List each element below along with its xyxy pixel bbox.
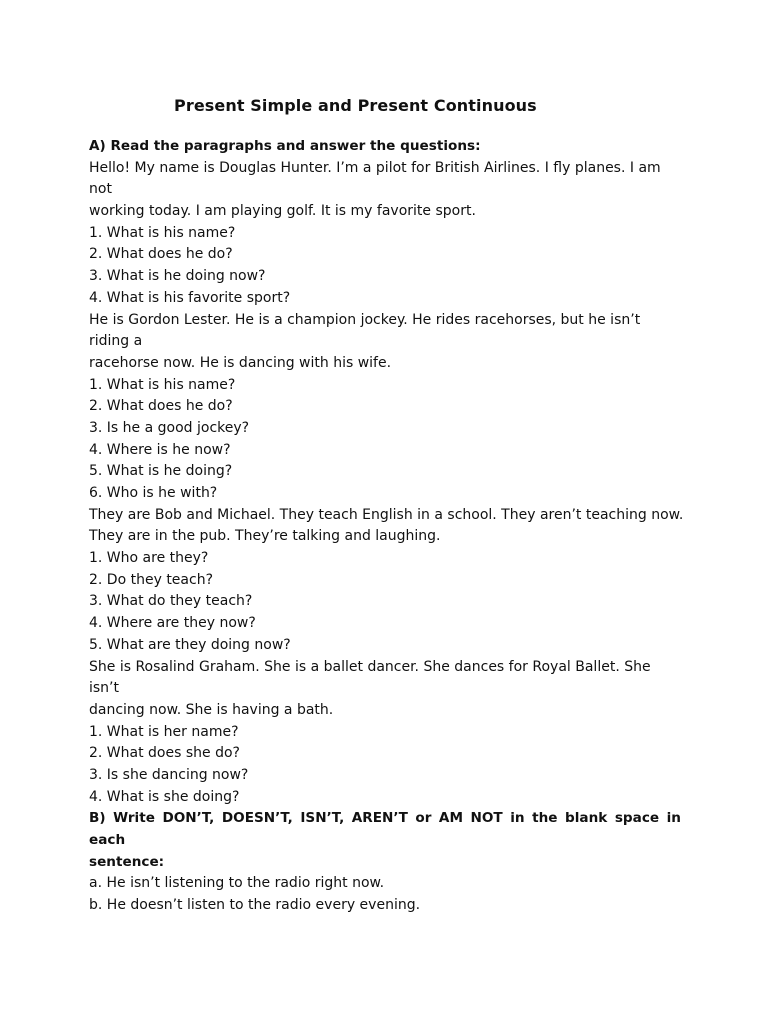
question-rosalind-3: 3. Is she dancing now? bbox=[89, 766, 249, 783]
paragraph-rosalind-line-2: isn’t bbox=[89, 680, 119, 697]
section-b-word: ISN’T, bbox=[300, 810, 345, 827]
question-douglas-2: 2. What does he do? bbox=[89, 246, 233, 263]
question-gordon-1: 1. What is his name? bbox=[89, 376, 236, 393]
section-b-word: Write bbox=[113, 810, 155, 827]
paragraph-gordon-line-2: riding a bbox=[89, 333, 143, 350]
section-b-word: or bbox=[415, 810, 432, 827]
document-body bbox=[89, 136, 684, 917]
paragraph-rosalind-line-3: dancing now. She is having a bath. bbox=[89, 701, 334, 718]
paragraph-bob-michael-line-1: They are Bob and Michael. They teach English in a school. They aren’t teaching now. bbox=[89, 506, 684, 523]
section-b-word: DOESN’T, bbox=[221, 810, 293, 827]
section-b-word: AREN’T bbox=[351, 810, 408, 827]
page-title: Present Simple and Present Continuous bbox=[174, 96, 537, 115]
sentence-a: a. He isn’t listening to the radio right now. bbox=[89, 875, 385, 892]
section-b-heading-line-1 bbox=[89, 808, 681, 830]
question-rosalind-4: 4. What is she doing? bbox=[89, 788, 240, 805]
section-b-word: blank bbox=[565, 810, 608, 827]
question-gordon-5: 5. What is he doing? bbox=[89, 463, 233, 480]
paragraph-douglas-line-2: not bbox=[89, 181, 112, 198]
sentence-b: b. He doesn’t listen to the radio every evening. bbox=[89, 897, 421, 914]
question-bob-michael-5: 5. What are they doing now? bbox=[89, 636, 291, 653]
paragraph-douglas-line-1: Hello! My name is Douglas Hunter. I’m a pilot for British Airlines. I fly planes. I am bbox=[89, 159, 661, 176]
question-bob-michael-2: 2. Do they teach? bbox=[89, 571, 213, 588]
section-b-word: the bbox=[532, 810, 558, 827]
question-gordon-6: 6. Who is he with? bbox=[89, 485, 218, 501]
question-bob-michael-4: 4. Where are they now? bbox=[89, 615, 256, 632]
question-douglas-3: 3. What is he doing now? bbox=[89, 268, 266, 285]
section-b-word: in bbox=[510, 810, 525, 827]
question-rosalind-1: 1. What is her name? bbox=[89, 723, 239, 740]
question-gordon-2: 2. What does he do? bbox=[89, 398, 233, 415]
section-b-word: in bbox=[666, 810, 681, 827]
question-douglas-1: 1. What is his name? bbox=[89, 224, 236, 241]
paragraph-rosalind-line-1: She is Rosalind Graham. She is a ballet dancer. She dances for Royal Ballet. She bbox=[89, 658, 651, 675]
question-gordon-3: 3. Is he a good jockey? bbox=[89, 419, 250, 436]
section-b-word: NOT bbox=[470, 810, 503, 827]
paragraph-gordon-line-1: He is Gordon Lester. He is a champion jockey. He rides racehorses, but he isn’t bbox=[89, 311, 641, 328]
section-b-heading-line-3: sentence: bbox=[89, 853, 165, 870]
section-b-word: B) bbox=[89, 810, 106, 827]
question-bob-michael-3: 3. What do they teach? bbox=[89, 593, 253, 610]
section-b-word: space bbox=[614, 810, 660, 827]
question-rosalind-2: 2. What does she do? bbox=[89, 745, 240, 762]
section-b-word: AM bbox=[438, 810, 463, 827]
question-bob-michael-1: 1. Who are they? bbox=[89, 550, 209, 567]
section-b-word: DON’T, bbox=[162, 810, 215, 827]
section-b-heading-line-2: each bbox=[89, 832, 126, 848]
paragraph-bob-michael-line-2: They are in the pub. They’re talking and laughing. bbox=[89, 528, 441, 545]
paragraph-douglas-line-3: working today. I am playing golf. It is my favorite sport. bbox=[89, 203, 476, 220]
section-a-heading: A) Read the paragraphs and answer the questions: bbox=[89, 138, 481, 154]
paragraph-gordon-line-3: racehorse now. He is dancing with his wife. bbox=[89, 354, 392, 371]
question-gordon-4: 4. Where is he now? bbox=[89, 441, 231, 458]
question-douglas-4: 4. What is his favorite sport? bbox=[89, 289, 291, 306]
